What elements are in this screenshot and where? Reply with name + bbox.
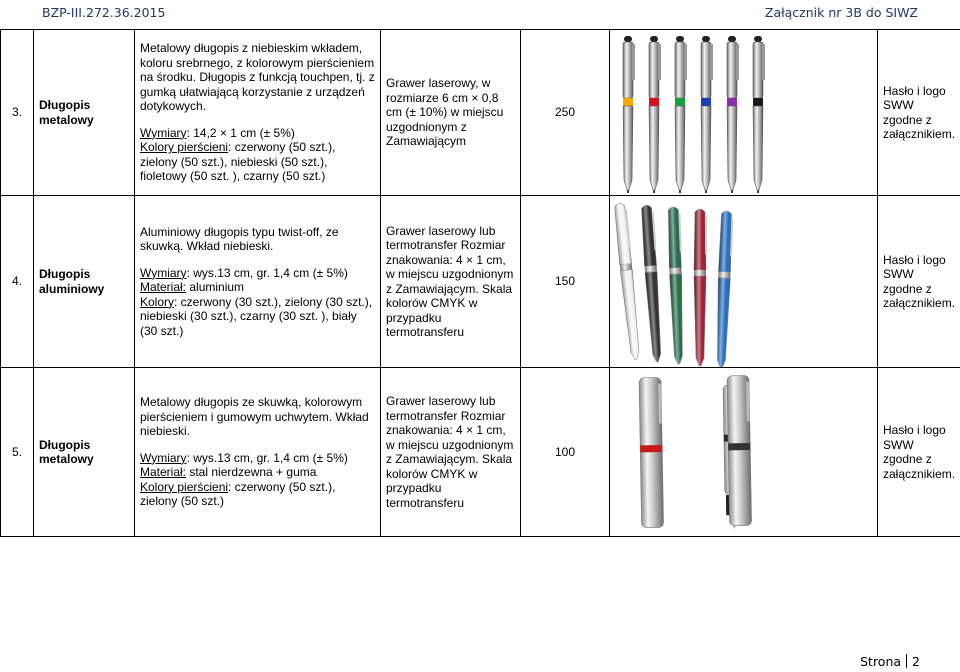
material-label: Materiał: xyxy=(140,465,187,480)
product-name: Długopis metalowy xyxy=(34,30,135,196)
table-row xyxy=(1,30,960,196)
quantity: 250 xyxy=(521,30,610,196)
engraving-info: Grawer laserowy, w rozmiarze 6 cm × 0,8 cm (± 10%) w miejscu uzgodnionym z Zamawiającym xyxy=(381,30,521,196)
description-text: Metalowy długopis ze skuwką, kolorowym pierścieniem i gumowym uchwytem. Wkład niebieski. xyxy=(140,395,369,439)
product-description xyxy=(135,196,381,368)
product-image xyxy=(610,368,878,537)
material-value: stal nierdzewna + guma xyxy=(186,465,317,480)
colors-label: Kolory pierścieni xyxy=(140,479,229,494)
steel-pens-with-cap-icon xyxy=(610,368,878,536)
description-text: Metalowy długopis z niebieskim wkładem, koloru srebrnego, z kolorowym pierścieniem na środku. Długopis z funkcją touchpen, tj. z gumką ułatwiającą korzystanie z urządzeń dotykowych. xyxy=(140,41,375,114)
aluminium-pens-icon xyxy=(610,196,878,367)
table-row xyxy=(1,368,960,537)
material-label: Materiał: xyxy=(140,280,187,295)
pens-with-colored-rings-icon xyxy=(610,30,878,195)
colors-value: : czerwony (50 szt.), zielony (50 szt.), niebieski (50 szt.), fioletowy (50 szt. ), czarny (50 szt.) xyxy=(140,140,336,184)
engraving-info: Grawer laserowy lub termotransfer Rozmiar znakowania: 4 × 1 cm, w miejscu uzgodnionym z Zamawiającym. Skala kolorów CMYK w przypadku termotransferu xyxy=(381,368,521,537)
pen-icon xyxy=(667,207,685,364)
pen-icon xyxy=(623,36,635,193)
product-table xyxy=(0,29,960,537)
row-number: 3. xyxy=(1,30,34,196)
pen-icon xyxy=(640,205,664,363)
dimensions-label: Wymiary xyxy=(140,125,187,140)
table-row xyxy=(1,196,960,368)
pen-icon xyxy=(727,36,739,193)
pen-icon xyxy=(649,36,661,193)
dimensions-value: : 14,2 × 1 cm (± 5%) xyxy=(186,125,295,140)
colors-value: : czerwony (50 szt.), zielony (50 szt.) xyxy=(140,479,336,509)
pen-icon xyxy=(694,209,707,366)
description-text: Aluminiowy długopis typu twist-off, ze skuwką. Wkład niebieski. xyxy=(140,224,339,254)
description-details xyxy=(140,126,375,184)
logo-info: Hasło i logo SWW zgodne z załącznikiem. xyxy=(878,196,960,368)
page-footer xyxy=(860,654,920,669)
logo-info: Hasło i logo SWW zgodne z załącznikiem. xyxy=(878,368,960,537)
pen-icon xyxy=(753,36,765,193)
pen-icon xyxy=(727,375,752,525)
product-name: Długopis aluminiowy xyxy=(34,196,135,368)
material-value: aluminium xyxy=(186,280,245,295)
page-label: Strona xyxy=(860,654,902,669)
colors-label: Kolory xyxy=(140,294,175,309)
pen-icon xyxy=(715,211,733,367)
description-details xyxy=(140,266,375,339)
quantity: 150 xyxy=(521,196,610,368)
document-reference: BZP-III.272.36.2015 xyxy=(42,5,166,20)
description-details xyxy=(140,451,375,509)
colors-label: Kolory pierścieni xyxy=(140,140,229,155)
pen-icon xyxy=(639,377,664,527)
quantity: 100 xyxy=(521,368,610,537)
engraving-info: Grawer laserowy lub termotransfer Rozmiar znakowania: 4 × 1 cm, w miejscu uzgodnionym z Zamawiającym. Skala kolorów CMYK w przypadku termotransferu xyxy=(381,196,521,368)
pen-icon xyxy=(613,203,642,360)
row-number: 5. xyxy=(1,368,34,537)
product-name: Długopis metalowy xyxy=(34,368,135,537)
dimensions-value: : wys.13 cm, gr. 1,4 cm (± 5%) xyxy=(186,265,348,280)
dimensions-label: Wymiary xyxy=(140,265,187,280)
product-description xyxy=(135,30,381,196)
attachment-label: Załącznik nr 3B do SIWZ xyxy=(764,5,918,20)
product-description xyxy=(135,368,381,537)
product-image xyxy=(610,30,878,196)
footer-separator xyxy=(906,654,907,668)
product-image xyxy=(610,196,878,368)
page-number: 2 xyxy=(912,654,920,669)
logo-info: Hasło i logo SWW zgodne z załącznikiem. xyxy=(878,30,960,196)
dimensions-value: : wys.13 cm, gr. 1,4 cm (± 5%) xyxy=(186,450,348,465)
colors-value: : czerwony (30 szt.), zielony (30 szt.), niebieski (30 szt.), czarny (30 szt. ), biały (30 szt.) xyxy=(140,294,373,338)
row-number: 4. xyxy=(1,196,34,368)
dimensions-label: Wymiary xyxy=(140,450,187,465)
pen-icon xyxy=(701,36,713,193)
pen-icon xyxy=(675,36,687,193)
